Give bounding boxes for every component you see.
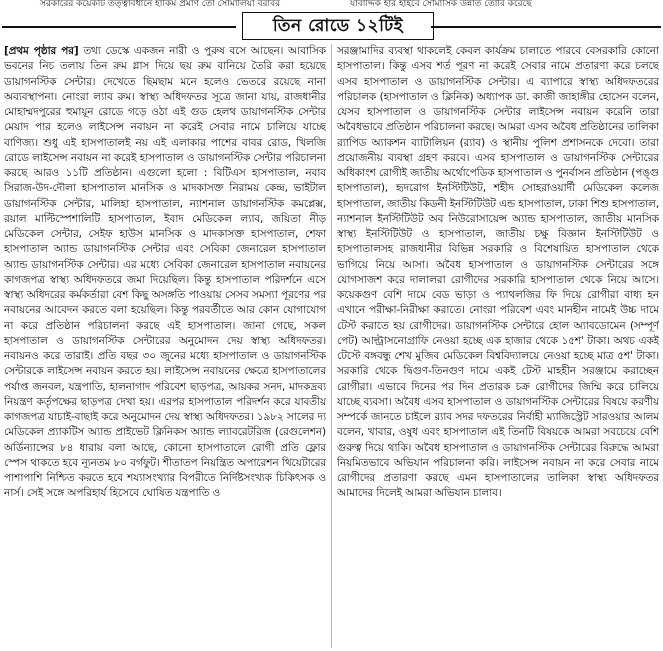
headline-row: [0, 10, 663, 40]
column-divider: [331, 44, 332, 648]
column-left-text: তথ্য ডেস্কে একজন নারী ও পুরুষ বসে আছেন। আবাসিক ভবনের নিচ তলায় তিন রুম গ্লাস দিয়ে ছয় রুম বানিয়ে তৈরি করা হয়েছে ডায়াগনস্টিক সেন্টার। দেখেতে ছিমছাম মনে হলেও ভেতরে রয়েছে নানা অব্যবস্থাপনা। নোংরা ল্যাব রুম। স্বাস্থ্য অধিদফতর সূত্রে জানা যায়, রাজধানীর মোহাম্মদপুরের হুমায়ূন রোডে গড়ে ওঠা এই গুড হেলথ ডায়াগনস্টিক সেন্টার মেয়াদ পার হলেও লাইসেন্স নবায়ন না করেই সেবার নামে চালিয়ে যাচ্ছে বাণিজ্য। শুধু এই হাসপাতালই নয় এই এলাকার পাশের বাবর রোড, খিলজি রোডে লাইসেন্স নবায়ন না করেই হাসপাতাল ও ডায়াগনস্টিক সেন্টার পরিচালনা করছে আরও ১১টি প্রতিষ্ঠান। এগুলো হলো : বিটিএস হাসপাতাল, নবাব সিরাজ-উদ-দৌলা হাসপাতাল মানসিক ও মাদকাসক্ত নিরাময় কেন্দ্র, ভাইটাল ডায়াগনস্টিক সেন্টার, মালিহা হাসপাতাল, ন্যাশনাল ডায়াগনস্টিক কমপ্লেক্স, রয়াল মাল্টিস্পেশালিটি হাসপাতাল, ইবাদ মেডিকেল ল্যাব, জয়িতা নীড় মেডিকেল সেন্টার, সেইফ হাউস মানসিক ও মাদকাসক্ত হাসপাতাল, শেফা হাসপাতাল অ্যান্ড ডায়াগনস্টিক সেন্টার এবং সেবিকা জেনারেল হাসপাতাল অ্যান্ড ডায়াগনস্টিক সেন্টার। এর মধ্যে সেবিকা জেনারেল হাসপাতাল নবায়নের কাগজপত্র স্বাস্থ্য অধিদফতরে জমা দিয়েছিল। কিন্তু হাসপাতাল পরিদর্শনে এসে স্বাস্থ্য অধিদরের কর্মকর্তারা বেশ কিছু অসঙ্গতি পাওয়ায় সেসব সমস্যা পূরণের পর নবায়নের আবেদন করতে বলা হয়েছিল। কিন্তু পরবর্তীতে আর কোন যোগাযোগ না করে প্রতিষ্ঠান পরিচালনা করছে এই হাসপাতাল। জানা গেছে, সকল হাসপাতাল ও ডায়াগনস্টিক সেন্টারের অনুমোদন দেয় স্বাস্থ্য অধিদফতর। নবায়নও করে তারাই। প্রতি বছর ৩০ জুনের মধ্যে হাসপাতাল ও ডায়াগনস্টিক সেন্টারকে লাইসেন্স নবায়ন করতে হয়। লাইসেন্স নবায়নের ক্ষেত্রে হাসপাতালের পর্যাপ্ত জনবল, যন্ত্রপাতি, হালনাগাদ পরিবেশ ছাড়পত্র, আয়কর সনদ, মাদকদ্রব্য নিয়ন্ত্রণ কর্তৃপক্ষের ছাড়পত্র দেখা হয়। এরপর হাসপাতাল পরিদর্শন করে যাবতীয় কাগজপত্র যাচাই-বাছাই করে অনুমোদন দেয় স্বাস্থ্য অধিদফতর। ১৯৮২ সালের দ্য মেডিকেল প্র্যাকটিস অ্যান্ড প্রাইভেট ক্লিনিকস অ্যান্ড ল্যাবরেটরিজ (রেগুলেশন) অর্ডিন্যান্সের ৮৪ ধারায় বলা আছে, কোনো হাসপাতালে রোগী প্রতি ফ্লোর স্পেস থাকতে হবে ন্যূনতম ৮০ বর্গফুট। শীতাতপ নিয়ন্ত্রিত অপারেশন থিয়েটারের পাশাপাশি নিশ্চিত করতে হবে শয্যাসংখ্যার বিপরীতে নির্দিষ্টসংখ্যক চিকিৎসক ও নার্স। সেই সঙ্গে অপরিহার্য হিসেবে ঘোষিত যন্ত্রপাতি ও: [4, 45, 326, 500]
cut-text-right: যাবাদ্দিক হার হাইবে সোমাসিক উন্নতি তোরি করেছে: [350, 0, 532, 8]
continued-from-kicker: [ প্রথম পৃষ্ঠার পর ]: [4, 45, 79, 57]
headline-rule-right: [431, 26, 661, 28]
previous-article-cut-line: [0, 0, 663, 8]
headline-rule-left: [2, 26, 236, 28]
article-columns: [4, 44, 659, 648]
column-right-text: সরঞ্জামাদির ব্যবস্থা থাকলেই কেবল কার্যক্রম চালাতে পারবে বেসরকারি কোনো হাসপাতাল। কিন্তু এসব শর্ত পূরণ না করেই সেবার নামে প্রতারণা করে চলছে এসব হাসপাতাল ও ডায়াগনস্টিক সেন্টার। এ ব্যাপারে স্বাস্থ্য অধিদফতরের পরিচালক (হাসপাতাল ও ক্লিনিক) অধ্যাপক ডা. কাজী জাহাঙ্গীর হোসেন বলেন, যেসব হাসপাতাল ও ডায়াগনস্টিক সেন্টার লাইসেন্স নবায়ন করেনি তারা অবৈধভাবে প্রতিষ্ঠান পরিচালনা করছে। আমরা এসব অবৈধ প্রতিষ্ঠানের তালিকা র‌্যাপিড অ্যাকশন ব্যাটালিয়ন (র‌্যাব) ও স্থানীয় পুলিশ প্রশাসনকে দেবো। তারা প্রয়োজনীয় ব্যবস্থা গ্রহণ করবে। এসব হাসপাতাল ও ডায়াগনস্টিক সেন্টারের অধিকাংশ রোগীই জাতীয় অর্থোপেডিক হাসপাতাল ও পুনর্বাসন প্রতিষ্ঠান (পঙ্গু হাসপাতাল), হৃদরোগ ইনস্টিটিউট, শহীদ সোহরাওয়ার্দী মেডিকেল কলেজ হাসপাতাল, জাতীয় কিডনী ইনস্টিটিউট এন্ড হাসপাতাল, ঢাকা শিশু হাসপাতাল, ন্যাশনাল ইনস্টিটিউট অব নিউরোসায়েন্স অ্যান্ড হাসপাতাল, জাতীয় মানসিক স্বাস্থ্য ইনস্টিটিউট ও হাসপাতাল, জাতীয় চক্ষু বিজ্ঞান ইনস্টিটিউট ও হাসপাতালসহ রাজধানীর বিভিন্ন সরকারি ও বিশেষায়িত হাসপাতাল থেকে ভাগিয়ে নিয়ে আসা। অবৈধ হাসপাতাল ও ডায়াগনস্টিক সেন্টারের সঙ্গে যোগসাজশ করে দালালরা রোগীদের সরকারি হাসপাতাল থেকে নিয়ে আসে। কয়েকগুণ বেশি দামে বেড ভাড়া ও প্যাথলজির ফি দিয়ে রোগীরা বাধ্য হন এখানে পরীক্ষা-নিরীক্ষা করাতে। নোংরা পরিবেশ এবং মানহীন নামেই উচ্চ দামে টেস্ট করাতে হয় রোগীদের। ডায়াগনস্টিক সেন্টারে হোল অ্যাবডোমেন (সম্পূর্ণ পেট) আল্ট্রাসনোগ্রাফি নেওয়া হচ্ছে এক হাজার থেকে ১৫শ' টাকা। অথচ একই টেস্টে বঙ্গবন্ধু শেখ মুজিব মেডিকেল বিশ্ববিদ্যালয়ে নেওয়া হচ্ছে মাত্র ৫শ' টাকা। সরকারি থেকে দ্বিগুণ-তিনগুণ দামে একই টেস্ট মাহহীন সরঞ্জামে করাচ্ছেন রোগীরা। এভাবে দিনের পর দিন প্রতারক চক্র রোগীদের জিম্মি করে চালিয়ে যাচ্ছে ব্যবসা। অবৈধ এসব হাসপাতাল ও ডায়াগনস্টিক সেন্টারের বিষয়ে করণীয় সম্পর্কে জানতে চাইলে র‌্যাব সদর দফতরের নির্বাহী ম্যাজিস্ট্রেট সারওয়ার আলম বলেন, খাবার, ওষুধ এবং হাসপাতাল এই তিনটি বিষয়কে আমরা সবচেয়ে বেশি গুরুত্ব দিয়ে থাকি। অবৈধ হাসপাতাল ও ডায়াগনস্টিক সেন্টারের বিরুদ্ধে আমরা নিয়মিতভাবে অভিযান পরিচালনা করি। লাইসেন্স নবায়ন না করে সেবার নামে রোগীদের প্রতারণা করছে এমন হাসপাতালের তালিকা স্বাস্থ্য অধিদফতর আমাদের দিলেই আমরা অভিযান চালাব।: [337, 45, 659, 500]
article-column-right: [337, 44, 659, 648]
headline-box: তিন রোডে ১২টিই: [242, 12, 434, 40]
article-column-left: [4, 44, 326, 648]
cut-text-left: সরকারের কয়েকটি তত্ত্বাবধানে হাকিম প্রমাণ তো সোমালিয়া বরাবর: [40, 0, 281, 8]
